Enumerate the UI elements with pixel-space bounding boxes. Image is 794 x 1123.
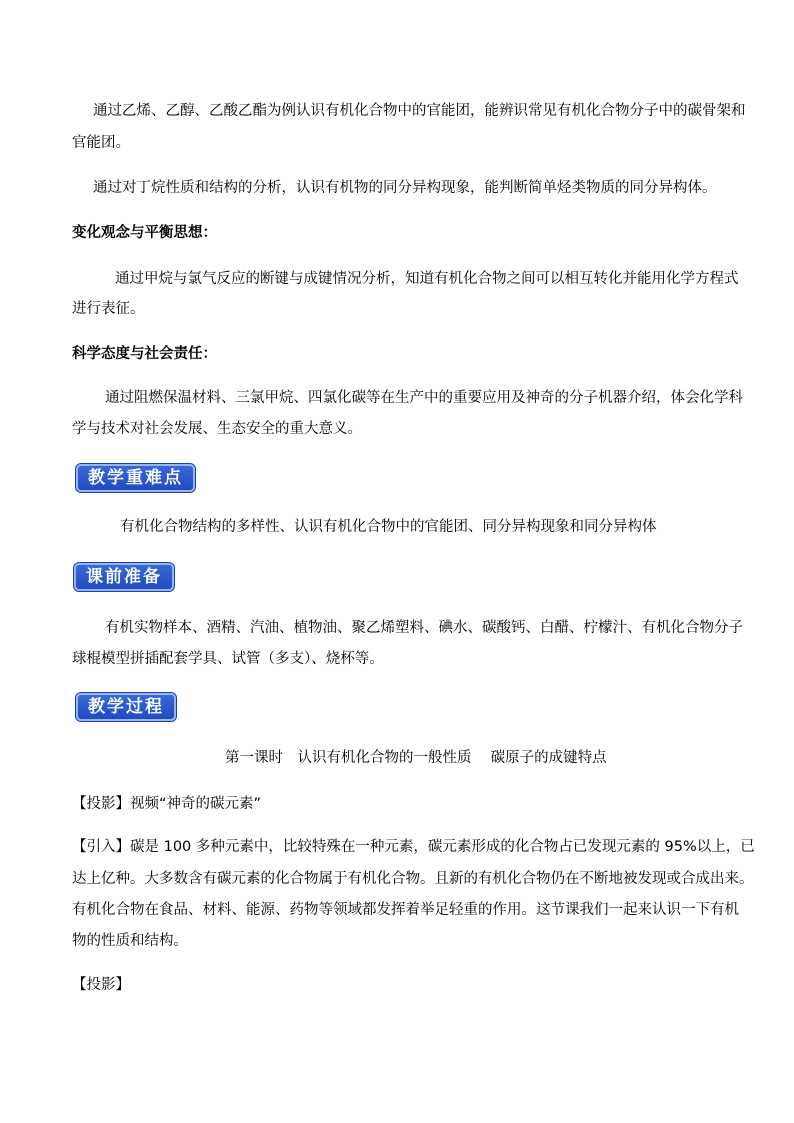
goal-para4-line2: 学与技术对社会发展、生态安全的重大意义。	[72, 421, 362, 437]
heading-science-responsibility: 科学态度与社会责任：	[72, 346, 217, 362]
intro-line3: 有机化合物在食品、材料、能源、药物等领域都发挥着举足轻重的作用。这节课我们一起来认识一下有机	[72, 902, 739, 918]
goal-para1-line1: 通过乙烯、乙醇、乙酸乙酯为例认识有机化合物中的官能团，能辨识常见有机化合物分子中的碳骨架和	[93, 103, 746, 119]
key-points-text: 有机化合物结构的多样性、认识有机化合物中的官能团、同分异构现象和同分异构体	[120, 519, 657, 535]
goal-para1-line2: 官能团。	[72, 135, 130, 151]
badge-key-difficult-points: 教学重难点	[76, 464, 195, 492]
heading-change-balance: 变化观念与平衡思想：	[72, 225, 217, 241]
goal-para2: 通过对丁烷性质和结构的分析，认识有机物的同分异构现象，能判断简单烃类物质的同分异构体。	[93, 180, 717, 196]
intro-line2: 达上亿种。大多数含有碳元素的化合物属于有机化合物。且新的有机化合物仍在不断地被发现或合成出来。	[72, 871, 754, 887]
projection-video: 【投影】视频“神奇的碳元素”	[72, 796, 262, 812]
prep-line1: 有机实物样本、酒精、汽油、植物油、聚乙烯塑料、碘水、碳酸钙、白醋、柠檬汁、有机化合物分子	[105, 620, 743, 636]
goal-para4-line1: 通过阻燃保温材料、三氯甲烷、四氯化碳等在生产中的重要应用及神奇的分子机器介绍，体会化学科	[105, 390, 743, 406]
lesson-title: 第一课时 认识有机化合物的一般性质 碳原子的成键特点	[225, 750, 607, 766]
badge-teaching-process: 教学过程	[76, 693, 176, 721]
intro-line4: 物的性质和结构。	[72, 933, 188, 949]
intro-line1: 【引入】碳是 100 多种元素中，比较特殊在一种元素，碳元素形成的化合物占已发现元素的 95%以上，已	[72, 839, 755, 855]
badge-preparation: 课前准备	[74, 563, 174, 591]
prep-line2: 球棍模型拼插配套学具、试管（多支）、烧杯等。	[72, 651, 384, 667]
goal-para3-line1: 通过甲烷与氯气反应的断键与成键情况分析，知道有机化合物之间可以相互转化并能用化学方程式	[115, 271, 739, 287]
projection-empty: 【投影】	[72, 977, 130, 993]
goal-para3-line2: 进行表征。	[72, 301, 145, 317]
